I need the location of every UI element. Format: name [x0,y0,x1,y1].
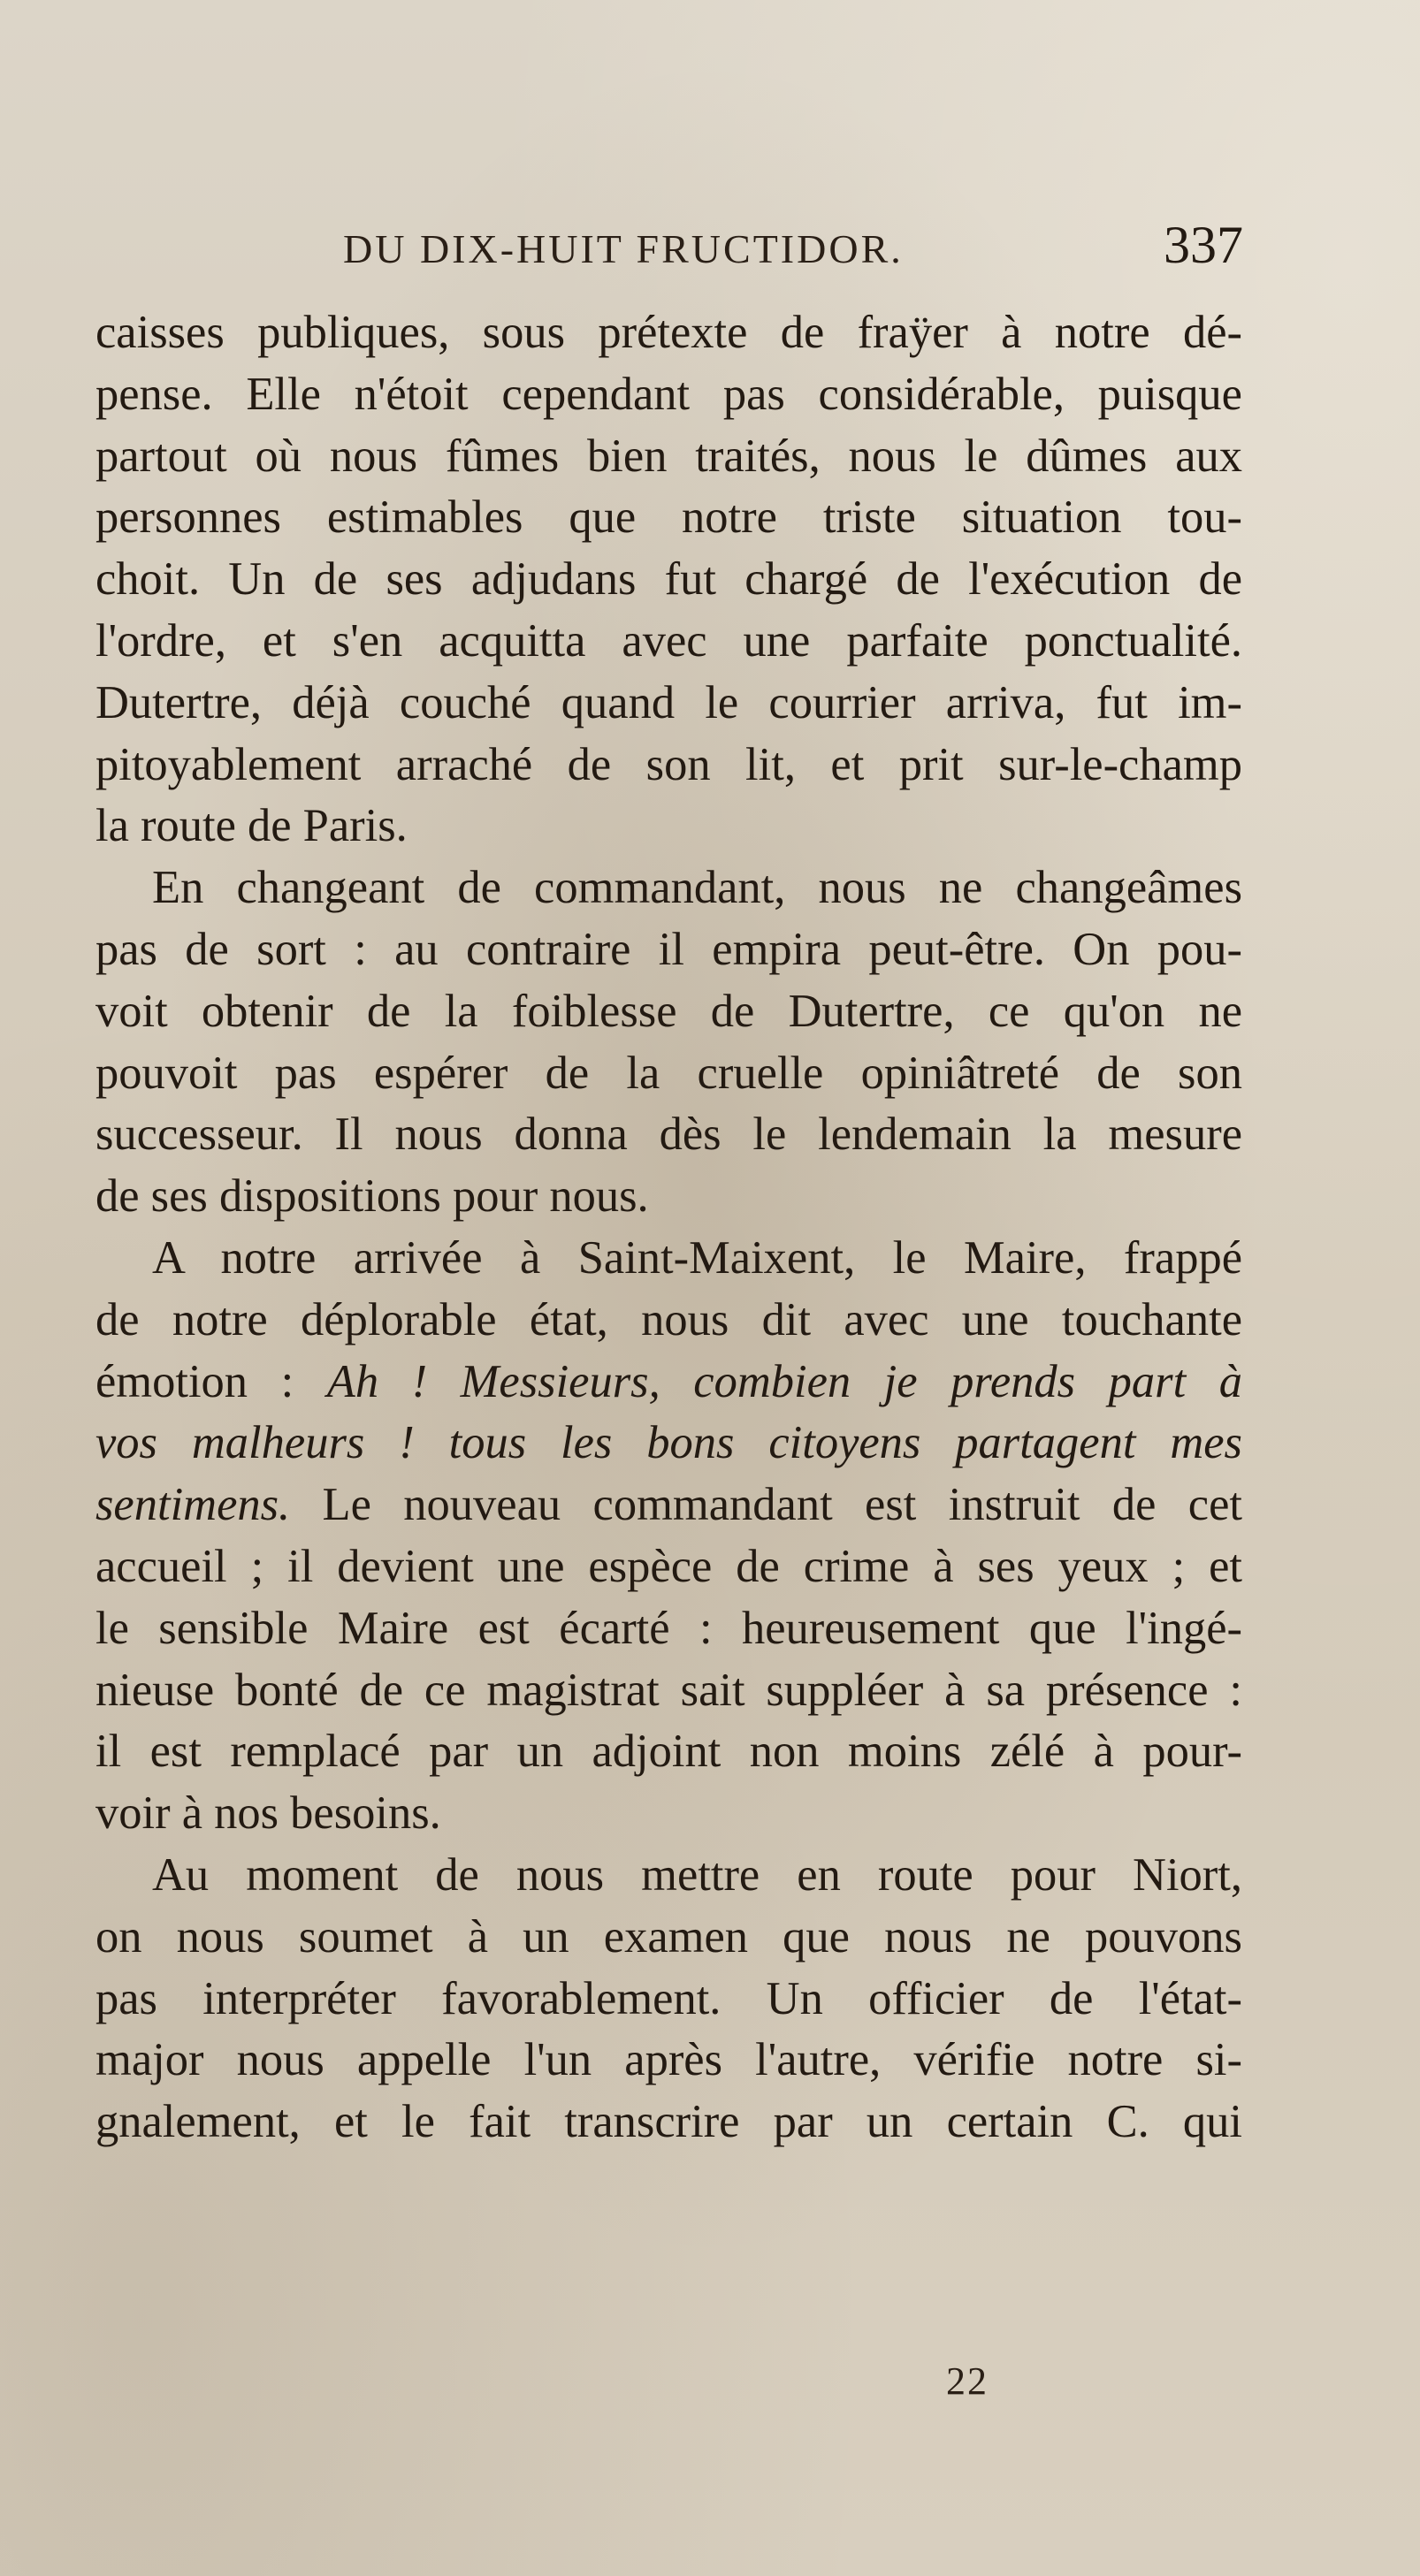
text-line: gnalement, et le fait transcrire par un certain C. qui [95,2096,1242,2148]
signature-mark: 22 [946,2359,989,2403]
text-line [95,1352,1242,1414]
paragraph-2 [95,857,1242,1228]
text-line: le sensible Maire est écarté : heureusement que l'ingé- [95,1602,1242,1654]
body-text [95,302,1242,2153]
text-line: Au moment de nous mettre en route pour Niort, [152,1848,1242,1901]
text-line: de ses dispositions pour nous. [95,1170,649,1223]
text-line: pas de sort : au contraire il empira peut-être. On pou- [95,923,1242,975]
italic-quote: Ah ! Messieurs, combien je prends part à [326,1355,1242,1407]
text-line: voir à nos besoins. [95,1787,441,1840]
text-line: on nous soumet à un examen que nous ne pouvons [95,1910,1242,1962]
text-line: Dutertre, déjà couché quand le courrier arriva, fut im- [95,676,1242,728]
text-line: voit obtenir de la foiblesse de Dutertre, ce qu'on ne [95,985,1242,1037]
paragraph-3 [95,1228,1242,1845]
running-head [343,215,1263,277]
text-line: caisses publiques, sous prétexte de fraÿer à notre dé- [95,307,1242,358]
text-line: pouvoit pas espérer de la cruelle opiniâtreté de son [95,1047,1242,1099]
text-line: major nous appelle l'un après l'autre, vérifie notre si- [95,2034,1242,2086]
text-line: accueil ; il devient une espèce de crime à ses yeux ; et [95,1540,1242,1592]
text-line: partout où nous fûmes bien traités, nous le dûmes aux [95,430,1242,482]
text-line: pense. Elle n'étoit cependant pas considérable, puisque [95,368,1242,420]
italic-quote: sentimens. [95,1479,291,1531]
text-line: successeur. Il nous donna dès le lendemain la mesure [95,1109,1242,1161]
text-line: pitoyablement arraché de son lit, et prit sur-le-champ [95,738,1242,790]
page-number: 337 [1164,216,1243,274]
text-line: En changeant de commandant, nous ne changeâmes [152,862,1242,914]
text-line: A notre arrivée à Saint-Maixent, le Maire, frappé [152,1231,1242,1284]
text-line: personnes estimables que notre triste situation tou- [95,492,1242,544]
running-title: DU DIX-HUIT FRUCTIDOR. [343,226,904,271]
text-run: Le nouveau commandant est instruit de cet [290,1479,1242,1531]
text-line: pas interpréter favorablement. Un officier de l'état- [95,1972,1242,2024]
text-line: il est remplacé par un adjoint non moins zélé à pour- [95,1726,1242,1778]
text-line: la route de Paris. [95,800,408,852]
text-line: l'ordre, et s'en acquitta avec une parfaite ponctualité. [95,614,1242,667]
text-line: de notre déplorable état, nous dit avec une touchante [95,1293,1242,1345]
italic-quote: vos malheurs ! tous les bons citoyens partagent mes [95,1417,1242,1469]
text-run: émotion : [95,1355,327,1407]
paragraph-4 [95,1845,1242,2153]
text-line: nieuse bonté de ce magistrat sait suppléer à sa présence : [95,1664,1242,1716]
text-line [95,1475,1242,1536]
paragraph-1 [95,302,1242,857]
text-line: choit. Un de ses adjudans fut chargé de l'exécution de [95,553,1242,606]
